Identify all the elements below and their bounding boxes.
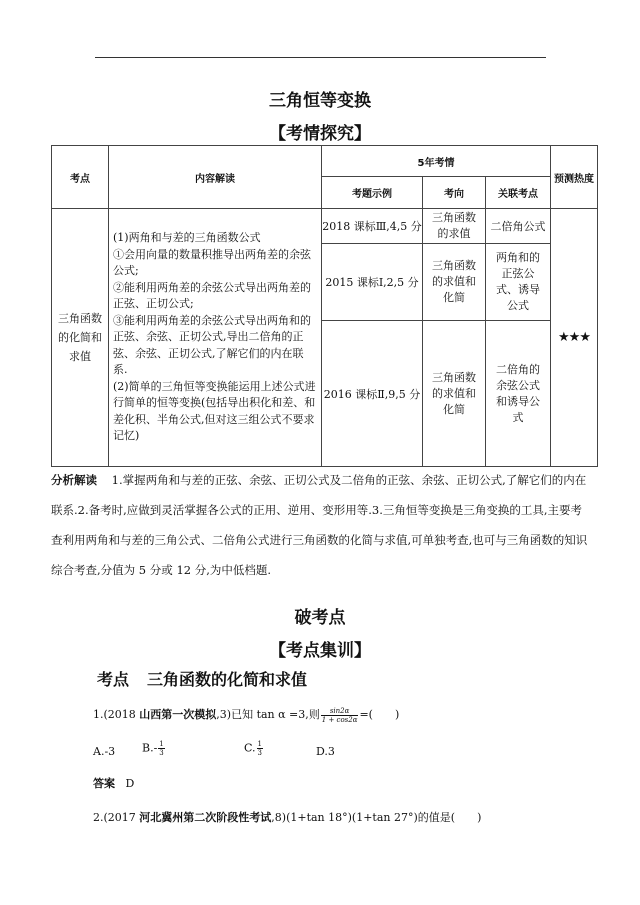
shili-cell: 2018 课标Ⅲ,4,5 分 [322, 209, 423, 244]
header-shili: 考题示例 [322, 177, 423, 209]
section-heading-training: 【考点集训】 [269, 641, 371, 661]
question-1 [93, 706, 399, 724]
q1-answer [93, 775, 134, 791]
header-neirong: 内容解读 [109, 146, 322, 209]
header-guanlian: 关联考点 [486, 177, 551, 209]
heat-stars: ★★★ [551, 209, 598, 467]
q1-option-d: D.3 [316, 745, 335, 758]
q1-frac-num: sin2α [321, 707, 359, 716]
section-heading-exam-analysis: 【考情探究】 [269, 124, 371, 144]
question-2 [93, 809, 481, 825]
content-line: ③能利用两角差的余弦公式导出两角和的正弦、余弦、正切公式,导出二倍角的正弦、余弦、正切公式,了解它们的内在联系. [113, 313, 311, 377]
kaodian-heading-name: 三角函数的化简和求值 [147, 670, 308, 689]
q2-stem: ,8)(1+tan 18°)(1+tan 27°)的值是( ) [271, 811, 482, 824]
q1-option-c-fraction [257, 740, 263, 757]
q1-option-c-prefix: C. [244, 741, 256, 755]
q1-stem: ,3)已知 tan α =3,则 [216, 708, 320, 721]
header-kaodian: 考点 [52, 146, 109, 209]
page-title: 三角恒等变换 [269, 91, 371, 111]
analysis-paragraph [51, 465, 591, 585]
header-kaoxiang: 考向 [423, 177, 486, 209]
shili-cell: 2016 课标Ⅱ,9,5 分 [322, 321, 423, 467]
q1-source: 山西第一次模拟 [139, 708, 217, 721]
kaoxiang-cell: 三角函数的求值和化简 [423, 244, 486, 321]
content-line: (1)两角和与差的三角函数公式 [113, 231, 261, 245]
kaoxiang-cell: 三角函数的求值和化简 [423, 321, 486, 467]
shili-cell: 2015 课标Ⅰ,2,5 分 [322, 244, 423, 321]
header-yuce: 预测热度 [551, 146, 598, 209]
content-line: ②能利用两角差的余弦公式导出两角差的正弦、正切公式; [113, 280, 311, 311]
content-line: (2)简单的三角恒等变换能运用上述公式进行简单的恒等变换(包括导出积化和差、和差化积、半角公式,但对这三组公式不要求记忆) [113, 379, 316, 443]
content-cell [109, 209, 322, 467]
guanlian-cell: 二倍角的余弦公式和诱导公式 [486, 321, 551, 467]
q2-prefix: 2.(2017 [93, 811, 140, 824]
guanlian-cell: 两角和的正弦公式、诱导公式 [486, 244, 551, 321]
guanlian-cell: 二倍角公式 [486, 209, 551, 244]
answer-label: 答案 [93, 777, 115, 790]
content-line: ①会用向量的数量积推导出两角差的余弦公式; [113, 247, 311, 278]
exam-analysis-table [51, 145, 598, 467]
q1-suffix: =( ) [359, 708, 400, 721]
header-5year: 5年考情 [322, 146, 551, 177]
section-heading-pokaodian: 破考点 [294, 608, 346, 628]
q1-option-b-fraction [158, 740, 164, 757]
q1-option-c [244, 740, 264, 757]
q1-option-b [142, 740, 166, 757]
analysis-text: 1.掌握两角和与差的正弦、余弦、正切公式及二倍角的正弦、余弦、正切公式,了解它们的内在联系.2.备考时,应做到灵活掌握各公式的正用、逆用、变形用等.3.三角恒等变换是三角变换的工具,主要考查利用两角和与差的三角公式、二倍角公式进行三角函数的化简与求值,可单独考查,也可与三角函数的知识综合考查,分值为 5 分或 12 分,为中低档题. [51, 473, 588, 577]
q1-fraction [321, 707, 359, 724]
kaodian-cell: 三角函数的化简和求值 [52, 209, 109, 467]
kaodian-heading-label: 考点 [97, 670, 130, 689]
header-rule [95, 57, 546, 58]
q1-frac-den: 1 + cos2α [321, 715, 358, 724]
q1-prefix: 1.(2018 [93, 708, 140, 721]
frac-den: 3 [257, 749, 262, 757]
analysis-label: 分析解读 [51, 473, 97, 487]
q1-option-a: A.-3 [93, 745, 116, 758]
frac-num: 1 [257, 740, 262, 748]
frac-num: 1 [159, 740, 164, 748]
answer-value: D [125, 777, 135, 790]
kaoxiang-cell: 三角函数的求值 [423, 209, 486, 244]
q1-option-b-prefix: B.- [142, 741, 158, 755]
kaodian-heading [97, 667, 307, 690]
frac-den: 3 [159, 749, 164, 757]
q2-source: 河北冀州第二次阶段性考试 [139, 811, 272, 824]
